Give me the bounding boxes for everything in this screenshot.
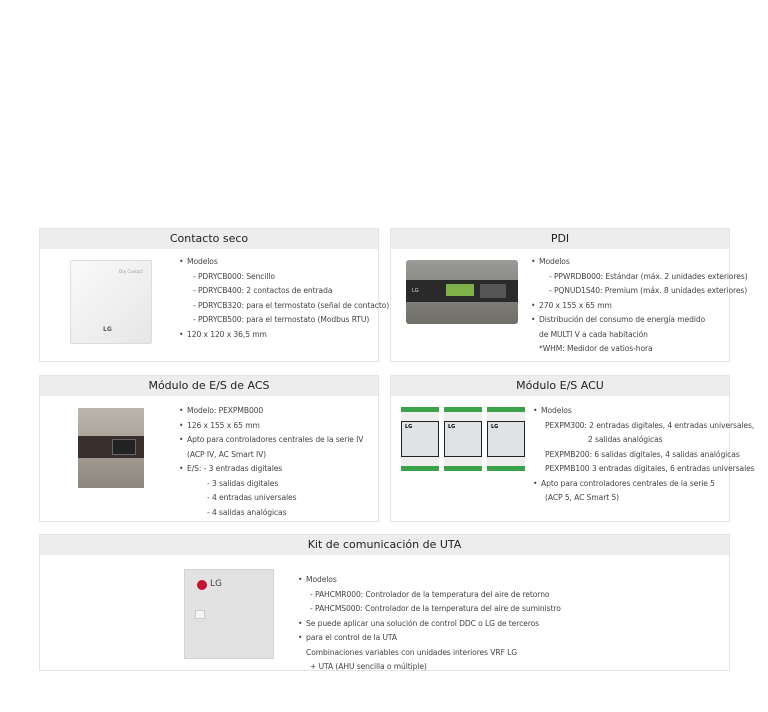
spec-line: - PDRYCB400: 2 contactos de entrada (193, 286, 333, 295)
spec-line: de MULTI V a cada habitación (539, 329, 648, 339)
spec-list (187, 255, 389, 342)
card-title: Módulo E/S ACU (391, 376, 729, 396)
spec-line: • Modelo: PEXPMB000 (187, 404, 363, 419)
spec-line: - PAHCMS000: Controlador de la temperatura del aire de suministro (310, 604, 561, 613)
card-contacto-seco (39, 228, 390, 362)
spec-line: • Modelos (541, 404, 755, 419)
spec-list (187, 404, 363, 520)
lg-logo: LG (210, 579, 222, 589)
pdi-image (406, 260, 518, 324)
spec-list (306, 573, 561, 675)
spec-line: - PPWRDB000: Estándar (máx. 2 unidades exteriores) (549, 271, 748, 281)
spec-line: - 4 salidas analógicas (207, 507, 287, 517)
card-pdi (390, 228, 748, 362)
card-title: PDI (391, 229, 729, 249)
card-title: Contacto seco (40, 229, 378, 249)
spec-line: - PDRYCB500: para el termostato (Modbus RTU) (193, 315, 370, 324)
lg-logo: LG (405, 424, 413, 430)
spec-line: • Modelos (187, 255, 389, 270)
spec-line: • para el control de la UTA (306, 631, 561, 646)
spec-line: • Distribución del consumo de energía medido (539, 313, 748, 328)
card-title: Módulo de E/S de ACS (40, 376, 378, 396)
spec-line: PEXPMB200: 6 salidas digitales, 4 salidas analógicas (545, 449, 740, 459)
spec-line: • Modelos (306, 573, 561, 588)
spec-line: - 4 entradas universales (207, 493, 297, 502)
card-title: Kit de comunicación de UTA (40, 535, 729, 555)
spec-line: • 126 x 155 x 65 mm (187, 419, 363, 434)
spec-line: - PDRYCB000: Sencillo (193, 271, 275, 281)
acu-module-image (401, 407, 439, 471)
spec-line: (ACP 5, AC Smart 5) (545, 493, 620, 502)
spec-line: • 120 x 120 x 36,5 mm (187, 328, 389, 343)
spec-line: + UTA (AHU sencilla o múltiple) (310, 662, 427, 671)
acs-module-image (78, 408, 144, 488)
lg-logo: LG (103, 326, 112, 333)
image-label: Dry Contact (119, 269, 143, 274)
spec-line: 2 salidas analógicas (588, 435, 663, 444)
card-modulo-acu (390, 375, 755, 522)
spec-line: • E/S: - 3 entradas digitales (187, 462, 363, 477)
spec-line: - PDRYCB320: para el termostato (señal de contacto) (193, 300, 390, 310)
spec-line: • Se puede aplicar una solución de control DDC o LG de terceros (306, 617, 561, 632)
spec-line: PEXPMB100 3 entradas digitales, 6 entradas universales (545, 464, 755, 473)
card-kit-uta (39, 534, 730, 671)
spec-line: • Apto para controladores centrales de la serie IV (187, 433, 363, 448)
spec-line: - PQNUD1S40: Premium (máx. 8 unidades exteriores) (549, 286, 748, 295)
lg-logo-icon (197, 580, 207, 590)
spec-line: - 3 salidas digitales (207, 478, 279, 488)
lg-logo: LG (491, 424, 499, 430)
acu-module-image (487, 407, 525, 471)
spec-line: • Apto para controladores centrales de la serie 5 (541, 477, 755, 492)
spec-line: *WHM: Medidor de vatios-hora (539, 344, 653, 353)
spec-line: PEXPM300: 2 entradas digitales, 4 entradas universales, (545, 420, 755, 430)
lg-logo: LG (412, 288, 419, 294)
spec-list (541, 404, 755, 506)
spec-line: - PAHCMR000: Controlador de la temperatura del aire de retorno (310, 589, 550, 599)
dry-contact-image (70, 260, 152, 344)
spec-line: • Modelos (539, 255, 748, 270)
lg-logo: LG (448, 424, 456, 430)
uta-kit-image (184, 569, 274, 659)
card-modulo-acs (39, 375, 379, 522)
spec-line: (ACP IV, AC Smart IV) (187, 449, 267, 459)
spec-line: Combinaciones variables con unidades interiores VRF LG (306, 647, 518, 657)
spec-line: • 270 x 155 x 65 mm (539, 299, 748, 314)
acu-module-image (444, 407, 482, 471)
spec-list (539, 255, 748, 357)
